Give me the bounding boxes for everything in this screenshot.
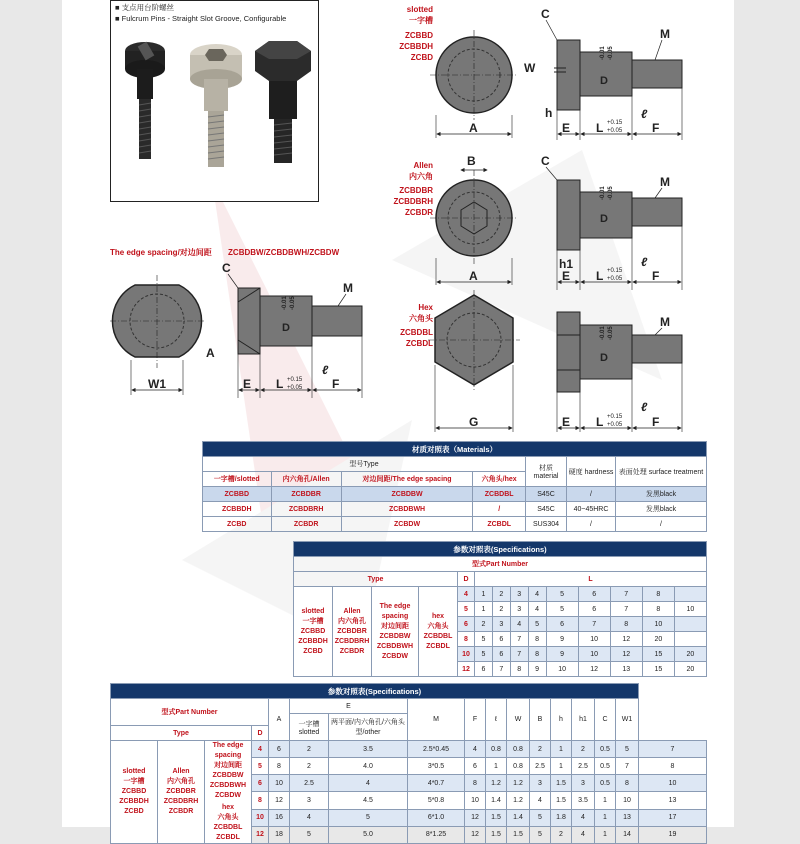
dim-h-1: h <box>545 106 553 120</box>
edge-group-label: The edge spacing/对边间距 ZCBDBW/ZCBDBWH/ZCBDW <box>110 248 340 257</box>
slotted-group-label: slotted 一字槽 ZCBBD ZCBBDH ZCBD <box>399 5 433 62</box>
table-row: 5 8 2 4.0 3*0.5 6 1 0.8 2.5 1 2.5 0.5 7 8 <box>111 758 707 775</box>
svg-text:+0.15: +0.15 <box>287 377 303 383</box>
dim-B: B <box>467 154 476 168</box>
table-row: 12 6 7 8 9 10 12 13 15 20 <box>294 662 707 677</box>
svg-text:+0.15: +0.15 <box>607 268 623 274</box>
svg-text:+0.05: +0.05 <box>607 276 623 282</box>
spec2-title: 参数对照表(Specifications) <box>111 684 639 699</box>
hex-side-view <box>557 312 682 432</box>
dim-A-1: A <box>469 121 478 135</box>
edge-front-view <box>110 275 204 395</box>
svg-text:+0.05: +0.05 <box>607 422 623 428</box>
slotted-side-view <box>524 7 682 140</box>
materials-table: 材质对照表（Materials） 型号Type 材质 material 硬度 hardness 表面处理 surface treatment 一字槽/slotted 内六角孔/Allen 对边间距/The edge spacing 六角头/hex ZCBBD ZCBDBR ZCBDBW ZCBDBL S45C / 发黑black ZCBBDH ZCBDBRH ZCBDBWH / S45C 40~45HRC 发黑black ZCBD ZCBDR ZCBDW ZCBDL SUS304 / / <box>202 441 707 532</box>
dim-L-2: L <box>596 269 604 283</box>
dim-A-3: A <box>206 346 215 360</box>
svg-text:-0.01: -0.01 <box>600 186 606 200</box>
svg-text:-0.05: -0.05 <box>608 326 614 340</box>
dim-D-3: D <box>282 322 290 334</box>
type-hex: hex 六角头 ZCBDBL ZCBDL <box>419 587 458 677</box>
dim-F-4: F <box>652 415 660 429</box>
dim-E-1: E <box>562 121 571 135</box>
table-row: 6 10 2.5 4 4*0.7 8 1.2 1.2 3 1.5 3 0.5 8 10 <box>111 775 707 792</box>
table-row: 5 1 2 3 4 5 6 7 8 10 <box>294 602 707 617</box>
caption-cn: 支点用台阶螺丝 <box>121 3 175 12</box>
dim-C-3: C <box>222 261 231 275</box>
dim-E-3: E <box>243 377 252 391</box>
svg-text:+0.05: +0.05 <box>607 128 623 134</box>
svg-text:+0.05: +0.05 <box>287 385 303 391</box>
spec1-part-number: 型式Part Number <box>294 557 707 572</box>
table-row: 12 18 5 5.0 8*1.25 12 1.5 1.5 5 2 4 1 14 19 <box>111 826 707 843</box>
caption-en: Fulcrum Pins - Straight Slot Groove, Configurable <box>121 14 287 23</box>
slotted-front-view <box>430 30 518 138</box>
product-photo-box: ■ 支点用台阶螺丝 ■ Fulcrum Pins - Straight Slot Groove, Configurable <box>110 0 319 202</box>
svg-text:-0.05: -0.05 <box>608 186 614 200</box>
dim-D-4: D <box>600 352 608 364</box>
svg-text:+0.15: +0.15 <box>607 120 623 126</box>
table-row: 6 2 3 4 5 6 7 8 10 <box>294 617 707 632</box>
type-allen: Allen 内六角孔 ZCBDBR ZCBDBRH ZCBDR <box>333 587 372 677</box>
table-row: 10 5 6 7 8 9 10 12 15 20 <box>294 647 707 662</box>
dim-C-2: C <box>541 154 550 168</box>
dim-G: G <box>469 415 479 429</box>
table-row: slotted 一字槽 ZCBBD ZCBBDH ZCBD Allen 内六角孔 ZCBDBR ZCBDBRH ZCBDR The edge spacing 对边间距 ZCBDBW ZCBDBWH ZCBDW hex 六角头 ZCBDBL ZCBDL 4 6 2 3.5 2.5*0.45 4 0.8 0.8 2 1 2 0.5 5 7 <box>111 741 707 758</box>
table-row: ZCBD ZCBDR ZCBDW ZCBDL SUS304 / / <box>203 517 707 532</box>
type-slotted: slotted 一字槽 ZCBBD ZCBBDH ZCBD <box>111 741 158 844</box>
edge-side-view <box>206 261 362 398</box>
allen-side-view <box>541 154 682 290</box>
spec1-title: 参数对照表(Specifications) <box>294 542 707 557</box>
dim-A-2: A <box>469 269 478 283</box>
dim-ell-2: ℓ <box>641 255 648 269</box>
dim-M-4: M <box>660 315 670 329</box>
dim-C-1: C <box>541 7 550 21</box>
dim-F-1: F <box>652 121 660 135</box>
dim-ell-1: ℓ <box>641 107 648 121</box>
dim-L-3: L <box>276 377 284 391</box>
dim-E-2: E <box>562 269 571 283</box>
dim-L-1: L <box>596 121 604 135</box>
dim-ell-4: ℓ <box>641 400 648 414</box>
table-row: 8 5 6 7 8 9 10 12 20 <box>294 632 707 647</box>
type-hex: hex 六角头 ZCBDBL ZCBDL <box>213 804 243 841</box>
svg-text:-0.05: -0.05 <box>608 46 614 60</box>
table-row: 10 16 4 5 6*1.0 12 1.5 1.4 5 1.8 4 1 13 17 <box>111 809 707 826</box>
dim-W-1: W <box>524 61 536 75</box>
dim-D-1: D <box>600 75 608 87</box>
type-slotted: slotted 一字槽 ZCBBD ZCBBDH ZCBD <box>294 587 333 677</box>
svg-text:-0.05: -0.05 <box>290 296 296 310</box>
table-row: slotted 一字槽 ZCBBD ZCBBDH ZCBD Allen 内六角孔 ZCBDBR ZCBDBRH ZCBDR The edge spacing 对边间距 ZCBDBW ZCBDBWH ZCBDW hex 六角头 ZCBDBL ZCBDL 4 1 2 3 4 5 6 7 8 <box>294 587 707 602</box>
dim-M-3: M <box>343 281 353 295</box>
table-row: ZCBBD ZCBDBR ZCBDBW ZCBDBL S45C / 发黑black <box>203 487 707 502</box>
svg-text:-0.01: -0.01 <box>600 326 606 340</box>
dim-M-1: M <box>660 27 670 41</box>
materials-type-label: 型号Type <box>203 457 526 472</box>
spec-table-1: 参数对照表(Specifications) 型式Part Number Type D L slotted 一字槽 ZCBBD ZCBBDH ZCBD Allen 内六角孔 ZCBDBR ZCBDBRH ZCBDR The edge spacing 对边间距 ZCBDBW ZCBDBWH ZCBDW hex 六角头 ZCBDBL ZCBDL 4 1 2 3 4 5 6 7 8 5 1 2 3 4 5 6 7 8 10 6 2 3 4 5 6 7 8 10 8 5 6 7 8 9 10 12 20 10 5 6 7 8 9 10 12 15 20 12 6 7 8 9 10 12 13 15 20 <box>293 541 707 677</box>
svg-text:-0.01: -0.01 <box>282 296 288 310</box>
dim-L-4: L <box>596 415 604 429</box>
dim-F-2: F <box>652 269 660 283</box>
hex-front-view <box>428 290 520 432</box>
materials-title: 材质对照表（Materials） <box>203 442 707 457</box>
dim-M-2: M <box>660 175 670 189</box>
dim-E-4: E <box>562 415 571 429</box>
allen-group-label: Allen 内六角 ZCBDBR ZCBDBRH ZCBDR <box>393 161 433 217</box>
table-row: 8 12 3 4.5 5*0.8 10 1.4 1.2 4 1.5 3.5 1 10 13 <box>111 792 707 809</box>
dim-D-2: D <box>600 213 608 225</box>
allen-front-view <box>430 154 518 285</box>
type-edge-spacing: The edge spacing 对边间距 ZCBDBW ZCBDBWH ZCBDW hex 六角头 ZCBDBL ZCBDL <box>205 741 252 844</box>
dim-h1: h1 <box>559 257 574 271</box>
dim-W1: W1 <box>148 377 166 391</box>
type-allen: Allen 内六角孔 ZCBDBR ZCBDBRH ZCBDR <box>158 741 205 844</box>
hex-group-label: Hex 六角头 ZCBDBL ZCBDL <box>400 303 433 348</box>
type-edge-spacing: The edge spacing 对边间距 ZCBDBW ZCBDBWH ZCBDW <box>372 587 419 677</box>
svg-text:-0.01: -0.01 <box>600 46 606 60</box>
svg-text:+0.15: +0.15 <box>607 414 623 420</box>
spec-table-2: 参数对照表(Specifications) 型式Part Number A E M F ℓ W B h h1 C W1 一字槽 slotted 两平面/内六角孔/六角头型/other Type D slotted 一字槽 ZCBBD ZCBBDH ZCBD Allen 内六角孔 ZCBDBR ZCBDBRH ZCBDR The edge spacing 对边间距 ZCBDBW ZCBDBWH ZCBDW hex 六角头 ZCBDBL ZCBDL 4 6 2 3.5 2.5*0.45 4 0.8 0.8 2 1 2 0.5 5 7 5 8 2 4.0 3*0.5 6 1 0.8 2.5 1 2.5 0.5 7 8 6 10 2.5 4 4*0.7 8 1.2 1.2 3 1.5 3 0.5 8 10 8 12 3 4.5 5*0.8 10 1.4 1.2 4 1.5 3.5 1 10 13 10 16 4 5 6*1.0 12 1.5 1.4 5 1.8 4 1 13 17 12 18 5 5.0 8*1.25 12 1.5 1.5 5 2 4 1 14 19 <box>110 683 707 844</box>
dim-ell-3: ℓ <box>322 363 329 377</box>
table-row: ZCBBDH ZCBDBRH ZCBDBWH / S45C 40~45HRC 发黑black <box>203 502 707 517</box>
dim-F-3: F <box>332 377 340 391</box>
